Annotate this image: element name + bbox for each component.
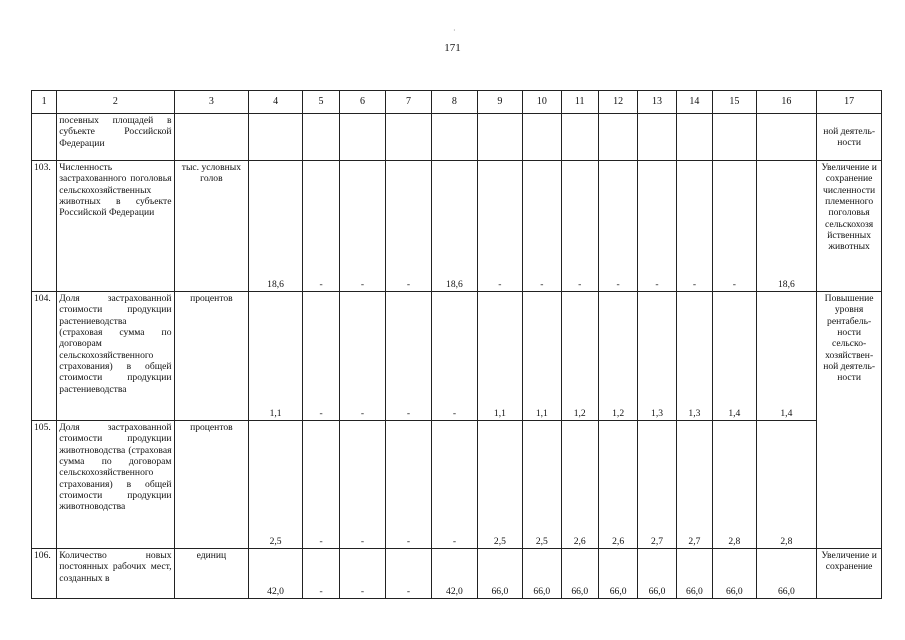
value-cell: 42,0: [432, 549, 477, 599]
value-cell: 1,1: [249, 292, 303, 421]
value-cell: 66,0: [561, 549, 598, 599]
value-cell: 2,6: [598, 421, 637, 549]
col-header: 12: [598, 91, 637, 114]
col-header: 16: [756, 91, 817, 114]
value-cell: 66,0: [598, 549, 637, 599]
scan-speck: ·: [453, 26, 456, 35]
value-cell: -: [713, 161, 756, 292]
col-header: 14: [676, 91, 712, 114]
table-row-103: [32, 161, 882, 292]
col-header: 7: [385, 91, 431, 114]
value-cell: 1,2: [598, 292, 637, 421]
unit-cell: процентов: [174, 292, 249, 421]
value-cell: 1,3: [638, 292, 676, 421]
value-cell: 2,7: [676, 421, 712, 549]
indicator-name: посевных площадей в субъекте Российской Федерации: [57, 114, 174, 161]
col-header: 5: [302, 91, 339, 114]
value-cell: -: [385, 421, 431, 549]
value-cell: -: [598, 161, 637, 292]
value-cell: 2,5: [477, 421, 522, 549]
value-cell: -: [340, 161, 385, 292]
value-cell: 1,1: [523, 292, 561, 421]
value-cell: -: [302, 161, 339, 292]
value-cell: 18,6: [249, 161, 303, 292]
row-number: 103.: [32, 161, 57, 292]
col-header: 3: [174, 91, 249, 114]
value-cell: -: [523, 161, 561, 292]
value-cell: 2,5: [249, 421, 303, 549]
col-header: 4: [249, 91, 303, 114]
value-cell: 66,0: [756, 549, 817, 599]
page-number: 171: [444, 42, 461, 54]
value-cell: 2,6: [561, 421, 598, 549]
value-cell: 66,0: [713, 549, 756, 599]
row-number: 106.: [32, 549, 57, 599]
col-header: 10: [523, 91, 561, 114]
table-row-105: [32, 421, 882, 549]
value-cell: -: [477, 161, 522, 292]
col-header: 15: [713, 91, 756, 114]
expected-result: ной деятель-ности: [817, 114, 882, 161]
table-row-104: [32, 292, 882, 421]
col-header: 13: [638, 91, 676, 114]
value-cell: 2,8: [713, 421, 756, 549]
value-cell: 66,0: [676, 549, 712, 599]
expected-result: Увеличение и сохранение: [817, 549, 882, 599]
value-cell: -: [385, 161, 431, 292]
value-cell: -: [302, 421, 339, 549]
header-row: [32, 91, 882, 114]
value-cell: -: [340, 421, 385, 549]
value-cell: 66,0: [477, 549, 522, 599]
value-cell: 2,8: [756, 421, 817, 549]
value-cell: 42,0: [249, 549, 303, 599]
value-cell: 1,1: [477, 292, 522, 421]
value-cell: 1,2: [561, 292, 598, 421]
value-cell: -: [638, 161, 676, 292]
value-cell: -: [432, 421, 477, 549]
col-header: 9: [477, 91, 522, 114]
value-cell: -: [385, 292, 431, 421]
unit-cell: единиц: [174, 549, 249, 599]
value-cell: 66,0: [638, 549, 676, 599]
table-row-106: [32, 549, 882, 599]
indicators-table: [31, 90, 882, 599]
value-cell: -: [302, 292, 339, 421]
table-row-continuation: [32, 114, 882, 161]
value-cell: 1,3: [676, 292, 712, 421]
col-header: 17: [817, 91, 882, 114]
value-cell: -: [340, 549, 385, 599]
indicator-name: Количество новых постоянных рабочих мест, созданных в: [57, 549, 174, 599]
value-cell: 2,7: [638, 421, 676, 549]
value-cell: 2,5: [523, 421, 561, 549]
row-number: 104.: [32, 292, 57, 421]
col-header: 8: [432, 91, 477, 114]
unit-cell: процентов: [174, 421, 249, 549]
value-cell: -: [340, 292, 385, 421]
indicator-name: Доля застрахованной стоимости продукции животноводства (страховая сумма по договорам сельскохозяйственного страхования) в общей стоимости продукции животноводства: [57, 421, 174, 549]
value-cell: 66,0: [523, 549, 561, 599]
unit-cell: [174, 114, 249, 161]
row-number: [32, 114, 57, 161]
value-cell: 18,6: [432, 161, 477, 292]
col-header: 6: [340, 91, 385, 114]
value-cell: -: [432, 292, 477, 421]
value-cell: 1,4: [756, 292, 817, 421]
indicator-name: Доля застрахованной стоимости продукции растениеводства (страховая сумма по договорам сельскохозяйственного страхования) в общей стоимости продукции растениеводства: [57, 292, 174, 421]
row-number: 105.: [32, 421, 57, 549]
value-cell: -: [385, 549, 431, 599]
col-header: 1: [32, 91, 57, 114]
expected-result: Повышение уровня рентабель-ности сельско-хозяйствен-ной деятель-ности: [817, 292, 882, 549]
col-header: 11: [561, 91, 598, 114]
value-cell: 18,6: [756, 161, 817, 292]
value-cell: -: [676, 161, 712, 292]
value-cell: -: [561, 161, 598, 292]
unit-cell: тыс. условных голов: [174, 161, 249, 292]
indicator-name: Численность застрахованного поголовья сельскохозяйственных животных в субъекте Российской Федерации: [57, 161, 174, 292]
value-cell: -: [302, 549, 339, 599]
value-cell: 1,4: [713, 292, 756, 421]
col-header: 2: [57, 91, 174, 114]
expected-result: Увеличение и сохранение численности племенного поголовья сельскохозя йственных животных: [817, 161, 882, 292]
